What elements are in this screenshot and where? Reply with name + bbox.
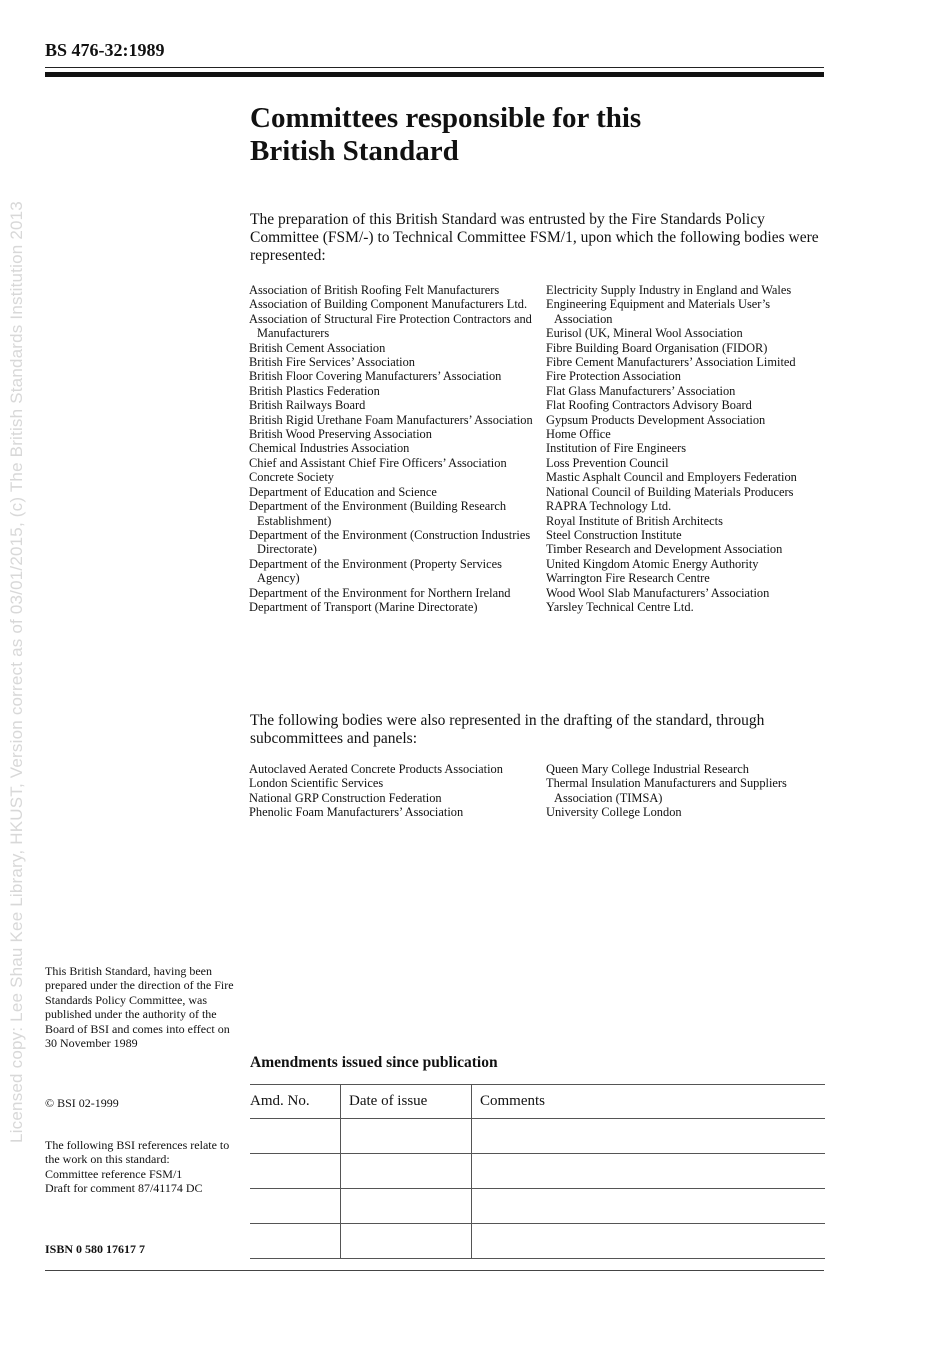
list-item: Chemical Industries Association (249, 441, 410, 456)
list-item: Department of Education and Science (249, 484, 437, 499)
list-item: Department of the Environment (Building Research Establishment) (249, 499, 507, 528)
list-item: Eurisol (UK, Mineral Wool Association (546, 326, 743, 341)
list-item: Association of British Roofing Felt Manufacturers (249, 283, 500, 297)
table-row (250, 1189, 825, 1224)
bsi-references (45, 1138, 235, 1196)
header-rule-thick (45, 72, 824, 77)
list-item: Department of the Environment for Northern Ireland (249, 585, 511, 600)
list-item: Fibre Building Board Organisation (FIDOR) (546, 340, 768, 355)
list-item: Home Office (546, 427, 611, 442)
draft-reference: Draft for comment 87/41174 DC (45, 1181, 203, 1196)
table-cell (250, 1119, 341, 1154)
list-item: London Scientific Services (249, 776, 384, 791)
list-item: Yarsley Technical Centre Ltd. (546, 599, 694, 614)
list-item: Flat Roofing Contractors Advisory Board (546, 398, 752, 413)
refs-intro: The following BSI references relate to the work on this standard: (45, 1138, 230, 1167)
table-cell (341, 1119, 472, 1154)
list-item: Institution of Fire Engineers (546, 441, 687, 456)
title-line-1: Committees responsible for this (250, 102, 642, 134)
list-item: Department of the Environment (Construction Industries Directorate) (249, 527, 531, 557)
table-row (250, 1119, 825, 1154)
list-item: Department of the Environment (Property Services Agency) (249, 556, 502, 586)
table-cell (341, 1224, 472, 1259)
table-row (250, 1224, 825, 1259)
list-item: Wood Wool Slab Manufacturers’ Association (546, 585, 770, 600)
list-item: British Rigid Urethane Foam Manufacturers’ Association (249, 412, 533, 427)
table-cell (472, 1119, 826, 1154)
table-cell (341, 1154, 472, 1189)
list-item: Timber Research and Development Association (546, 542, 783, 557)
title-line-2: British Standard (250, 135, 459, 167)
col-date-of-issue: Date of issue (341, 1085, 472, 1119)
table-cell (472, 1189, 826, 1224)
table-header-row (250, 1085, 825, 1119)
list-item: Warrington Fire Research Centre (546, 571, 710, 586)
list-item: Gypsum Products Development Association (546, 412, 766, 427)
committee-bodies-left (249, 283, 534, 614)
committee-bodies-right (546, 283, 831, 614)
list-item: National Council of Building Materials Producers (546, 484, 794, 499)
list-item: Fire Protection Association (546, 369, 681, 384)
list-item: British Plastics Federation (249, 383, 380, 398)
intro-paragraph: The preparation of this British Standard was entrusted by the Fire Standards Policy Committee (FSM/-) to Technical Committee FSM/1, upon which the following bodies were represented: (250, 211, 819, 264)
watermark-text: Licensed copy: Lee Shau Kee Library, HKUST, Version correct as of 03/01/2015, (c) The British Standards Institution 2013 (7, 201, 26, 1143)
committee-reference: Committee reference FSM/1 (45, 1166, 183, 1181)
amendments-table (250, 1084, 825, 1259)
table-cell (250, 1224, 341, 1259)
list-item: British Wood Preserving Association (249, 427, 432, 442)
list-item: Thermal Insulation Manufacturers and Suppliers Association (TIMSA) (546, 776, 787, 805)
list-item: RAPRA Technology Ltd. (546, 499, 672, 514)
list-item: British Floor Covering Manufacturers’ Association (249, 369, 502, 384)
list-item: United Kingdom Atomic Energy Authority (546, 556, 759, 571)
header-rule-thin (45, 67, 824, 68)
list-item: Flat Glass Manufacturers’ Association (546, 383, 736, 398)
list-item: Department of Transport (Marine Directorate) (249, 599, 478, 614)
list-item: Electricity Supply Industry in England and Wales (546, 283, 792, 297)
list-item: Royal Institute of British Architects (546, 513, 723, 528)
publication-note: This British Standard, having been prepared under the direction of the Fire Standards Policy Committee, was published under the authority of the Board of BSI and comes into effect on 30 November 1989 (45, 964, 234, 1051)
copyright-notice: © BSI 02-1999 (45, 1096, 119, 1110)
list-item: Fibre Cement Manufacturers’ Association Limited (546, 355, 796, 370)
list-item: Phenolic Foam Manufacturers’ Association (249, 805, 464, 820)
page-title (250, 102, 810, 168)
list-item: National GRP Construction Federation (249, 790, 442, 805)
table-cell (472, 1224, 826, 1259)
amendments-heading: Amendments issued since publication (250, 1054, 498, 1071)
table-cell (250, 1189, 341, 1224)
subcommittee-paragraph: The following bodies were also represented in the drafting of the standard, through subcommittees and panels: (250, 712, 765, 747)
isbn: ISBN 0 580 17617 7 (45, 1242, 146, 1256)
list-item: Engineering Equipment and Materials User’s Association (546, 297, 771, 326)
list-item: Association of Structural Fire Protection Contractors and Manufacturers (249, 311, 532, 341)
col-amd-no: Amd. No. (250, 1085, 341, 1119)
list-item: Concrete Society (249, 470, 334, 485)
list-item: Association of Building Component Manufacturers Ltd. (249, 297, 528, 312)
list-item: Loss Prevention Council (546, 455, 669, 470)
document-id: BS 476-32:1989 (45, 40, 165, 60)
table-row (250, 1154, 825, 1189)
list-item: British Fire Services’ Association (249, 355, 415, 370)
table-cell (341, 1189, 472, 1224)
list-item: Queen Mary College Industrial Research (546, 762, 749, 776)
list-item: Autoclaved Aerated Concrete Products Association (249, 762, 503, 776)
table-cell (250, 1154, 341, 1189)
list-item: Chief and Assistant Chief Fire Officers’ Association (249, 455, 507, 470)
col-comments: Comments (472, 1085, 826, 1119)
list-item: Mastic Asphalt Council and Employers Federation (546, 470, 797, 485)
list-item: British Cement Association (249, 340, 386, 355)
subcommittee-bodies-left (249, 762, 534, 820)
list-item: University College London (546, 805, 682, 820)
footer-rule (45, 1270, 824, 1271)
list-item: Steel Construction Institute (546, 527, 682, 542)
list-item: British Railways Board (249, 398, 366, 413)
table-cell (472, 1154, 826, 1189)
subcommittee-bodies-right (546, 762, 831, 820)
